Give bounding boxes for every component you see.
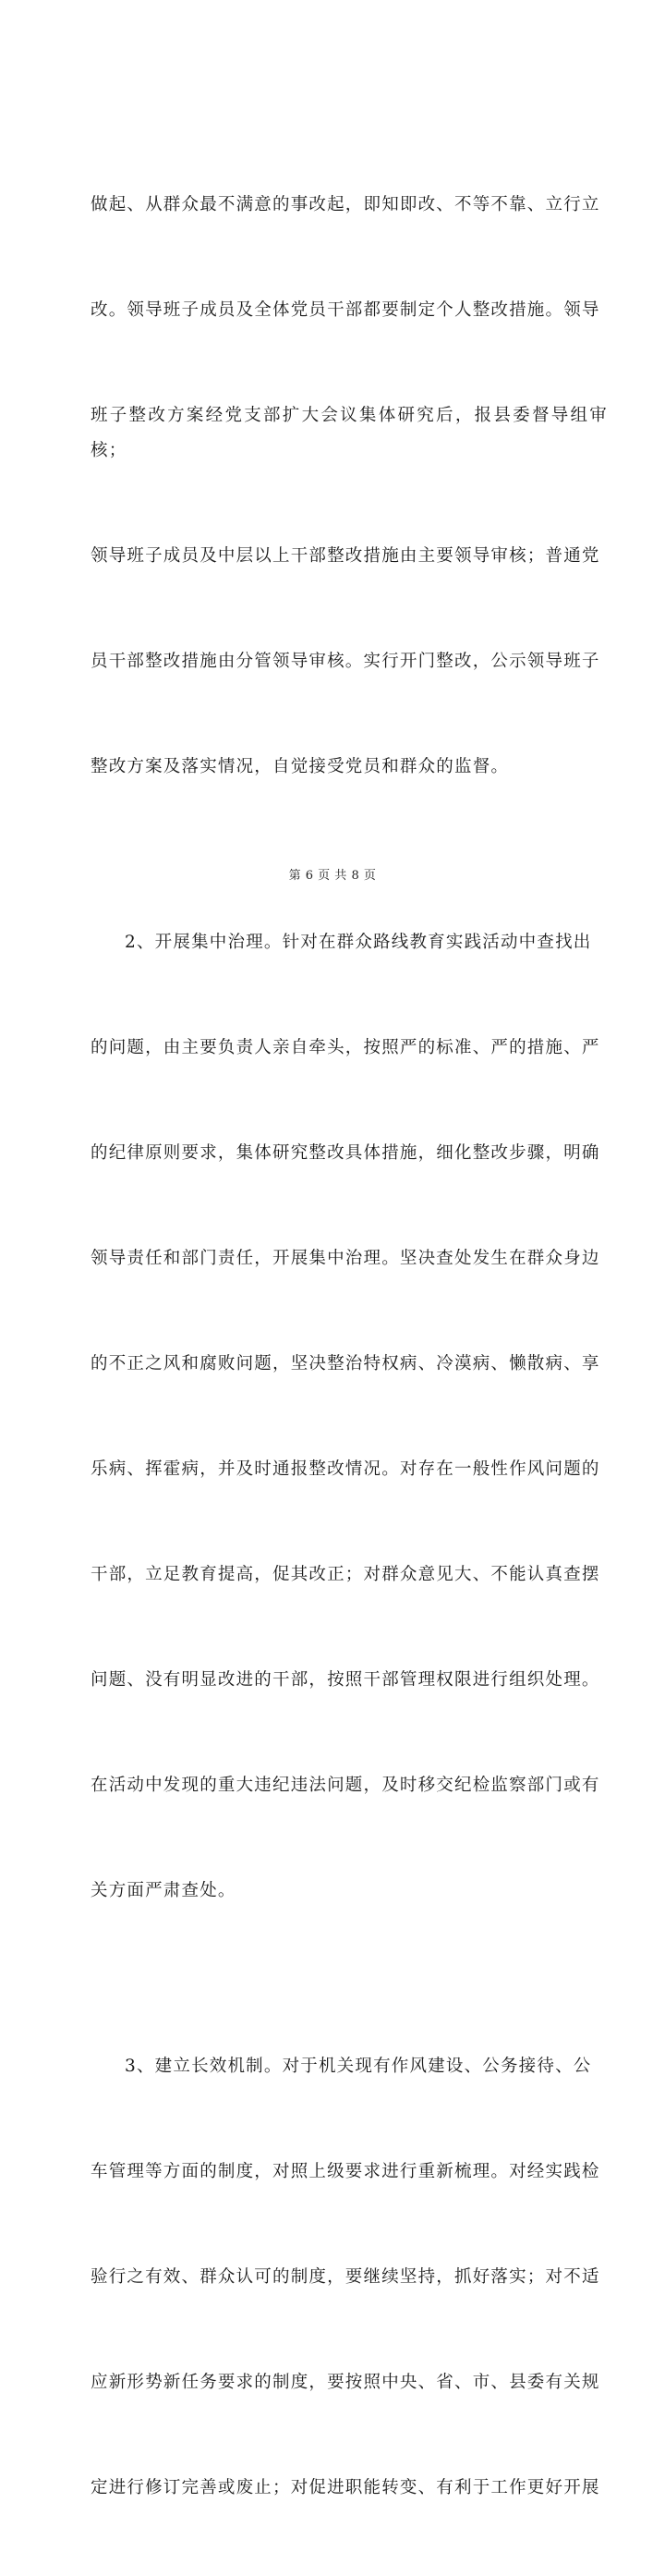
- text-line: 领导责任和部门责任，开展集中治理。坚决查处发生在群众身边: [91, 1249, 600, 1268]
- text-line: 2、开展集中治理。针对在群众路线教育实践活动中查找出: [125, 933, 592, 952]
- text-line: 问题、没有明显改进的干部，按照干部管理权限进行组织处理。: [91, 1670, 600, 1690]
- text-line: 验行之有效、群众认可的制度，要继续坚持，抓好落实；对不适: [91, 2267, 600, 2287]
- text-line: 员干部整改措施由分管领导审核。实行开门整改，公示领导班子: [91, 652, 600, 671]
- text-line: 班子整改方案经党支部扩大会议集体研究后，报县委督导组审核；: [91, 406, 608, 460]
- text-line: 应新形势新任务要求的制度，要按照中央、省、市、县委有关规: [91, 2373, 600, 2392]
- text-line: 干部，立足教育提高，促其改正；对群众意见大、不能认真查摆: [91, 1565, 600, 1584]
- text-line: 的问题，由主要负责人亲自牵头，按照严的标准、严的措施、严: [91, 1038, 600, 1057]
- text-line: 3、建立长效机制。对于机关现有作风建设、公务接待、公: [125, 2057, 592, 2076]
- paragraph-continued: [91, 117, 608, 855]
- document-body: [91, 117, 608, 2576]
- text-line: 的纪律原则要求，集体研究整改具体措施，细化整改步骤，明确: [91, 1143, 600, 1163]
- text-line: 乐病、挥霍病，并及时通报整改情况。对存在一般性作风问题的: [91, 1459, 600, 1479]
- text-line: 的不正之风和腐败问题，坚决整治特权病、冷漠病、懒散病、享: [91, 1354, 600, 1373]
- paragraph-centralized-governance: [91, 855, 608, 1979]
- text-line: 改。领导班子成员及全体党员干部都要制定个人整改措施。领导: [91, 300, 600, 320]
- text-line: 在活动中发现的重大违纪违法问题，及时移交纪检监察部门或有: [91, 1776, 600, 1795]
- text-line: 定进行修订完善或废止；对促进职能转变、有利于工作更好开展: [91, 2478, 600, 2497]
- text-line: 做起、从群众最不满意的事改起，即知即改、不等不靠、立行立: [91, 195, 600, 214]
- page-number-footer: 第 6 页 共 8 页: [288, 869, 377, 883]
- text-line: 整改方案及落实情况，自觉接受党员和群众的监督。: [91, 757, 510, 776]
- text-line: 车管理等方面的制度，对照上级要求进行重新梳理。对经实践检: [91, 2162, 600, 2181]
- text-line: 关方面严肃查处。: [91, 1881, 236, 1900]
- paragraph-long-term-mechanism: [91, 1979, 608, 2576]
- text-line: 领导班子成员及中层以上干部整改措施由主要领导审核；普通党: [91, 546, 600, 566]
